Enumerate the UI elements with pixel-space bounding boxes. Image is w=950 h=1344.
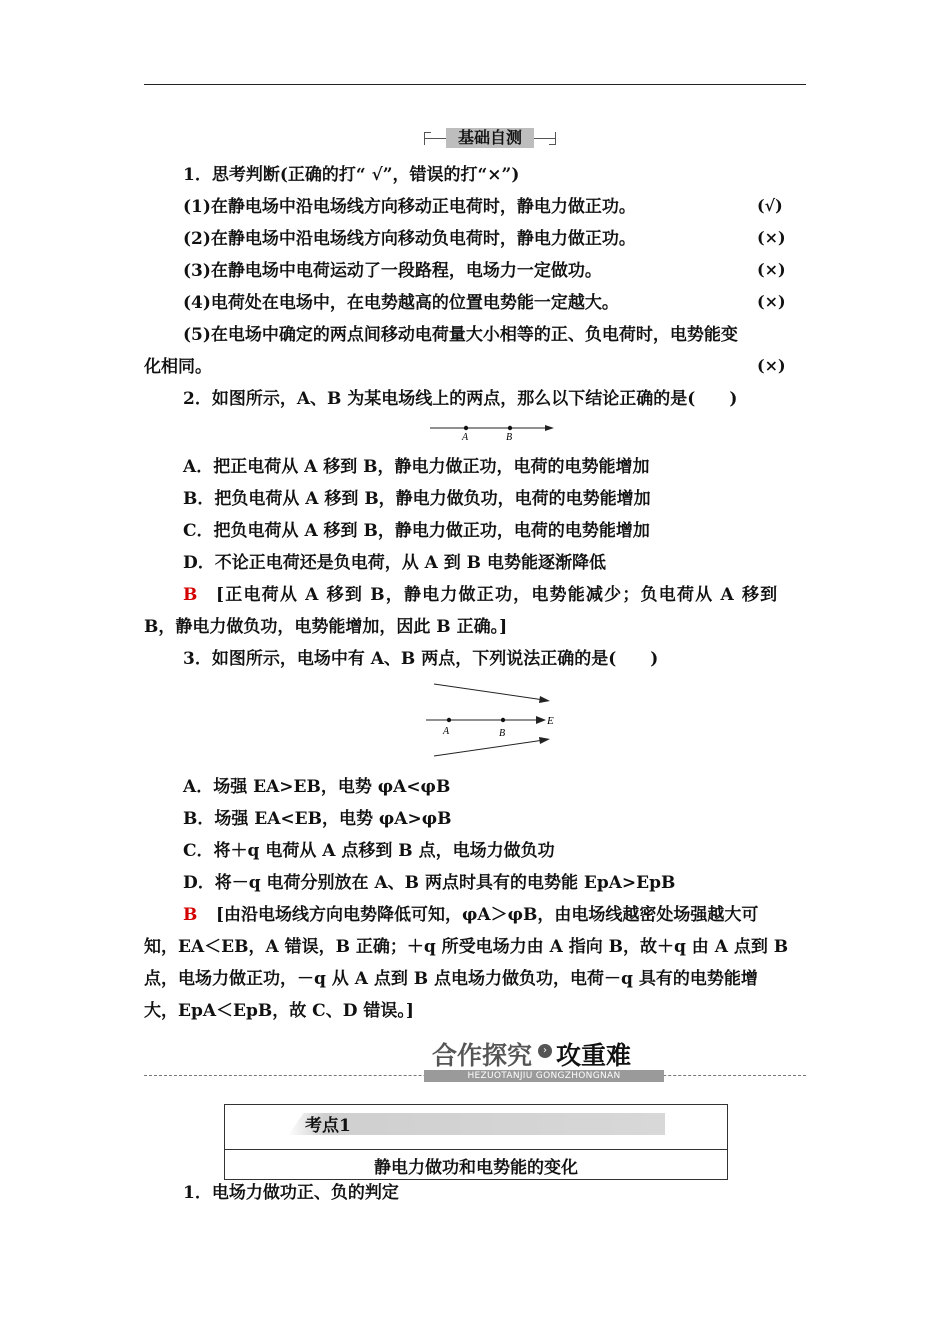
section-title: 基础自测 xyxy=(457,128,522,147)
q2-answer: B xyxy=(183,585,198,605)
section-banner-hezuo xyxy=(424,1036,669,1084)
label-e: E xyxy=(547,715,554,727)
q3-explain-2: 知，EA＜EB，A 错误，B 正确；＋q 所受电场力由 A 指向 B，故＋q 由 A 点到 B xyxy=(144,937,789,957)
q3-explain-1: [由沿电场线方向电势降低可知，φA＞φB，由电场线越密处场强越大可 xyxy=(216,905,759,925)
point-b xyxy=(501,718,505,722)
q3-field-lines-figure xyxy=(420,678,560,762)
label-b: B xyxy=(506,432,513,443)
kaodian-label: 考点1 xyxy=(305,1116,351,1136)
point-a xyxy=(447,718,451,722)
q2-explain-1: [正电荷从 A 移到 B，静电力做正功，电势能减少；负电荷从 A 移到 xyxy=(216,585,779,605)
q1-item-5: (5)在电场中确定的两点间移动电荷量大小相等的正、负电荷时，电势能变 xyxy=(183,325,738,345)
q1-mark-5: (×) xyxy=(757,356,786,375)
q3-option-c: C．将＋q 电荷从 A 点移到 B 点，电场力做负功 xyxy=(183,841,555,861)
q2-field-line-figure xyxy=(428,418,558,444)
q3-stem: 3．如图所示，电场中有 A、B 两点，下列说法正确的是( ) xyxy=(183,649,659,669)
q1-item-5-cont: 化相同。 xyxy=(144,357,212,377)
top-rule xyxy=(144,84,806,85)
section2-pinyin: HEZUOTANJIU GONGZHONGNAN xyxy=(467,1071,621,1081)
q2-option-d: D．不论正电荷还是负电荷，从 A 到 B 电势能逐渐降低 xyxy=(183,553,606,573)
q2-option-c: C．把负电荷从 A 移到 B，静电力做正功，电荷的电势能增加 xyxy=(183,521,650,541)
q3-explain-4: 大，EpA＜EpB，故 C、D 错误。] xyxy=(144,1001,414,1021)
point-b xyxy=(508,426,512,430)
q3-option-b: B．场强 EA<EB，电势 φA>φB xyxy=(183,809,452,829)
q2-option-b: B．把负电荷从 A 移到 B，静电力做负功，电荷的电势能增加 xyxy=(183,489,651,509)
kaodian-corner-decoration xyxy=(287,1111,305,1137)
section-banner-jichu xyxy=(424,128,556,150)
q1-mark-3: (×) xyxy=(757,260,786,279)
q1-mark-4: (×) xyxy=(757,292,786,311)
label-b: B xyxy=(499,728,506,739)
q2-stem: 2．如图所示，A、B 为某电场线上的两点，那么以下结论正确的是( ) xyxy=(183,389,738,409)
label-a: A xyxy=(443,726,450,737)
q2-option-a: A．把正电荷从 A 移到 B，静电力做正功，电荷的电势能增加 xyxy=(183,457,650,477)
kaodian-title: 静电力做功和电势能的变化 xyxy=(374,1158,578,1178)
q1-mark-1: (√) xyxy=(757,196,783,215)
q3-option-a: A．场强 EA>EB，电势 φA<φB xyxy=(183,777,451,797)
q3-explain-3: 点，电场力做正功，－q 从 A 点到 B 点电场力做负功，电荷－q 具有的电势能增 xyxy=(144,969,758,989)
section2-title-1: 合作探究 xyxy=(432,1041,533,1070)
section2-title-2: 攻重难 xyxy=(556,1041,632,1070)
q2-explain-2: B，静电力做负功，电势能增加，因此 B 正确。] xyxy=(144,617,508,637)
kaodian-box xyxy=(224,1104,728,1180)
chevron-right-icon: › xyxy=(538,1044,552,1058)
q3-option-d: D．将－q 电荷分别放在 A、B 两点时具有的电势能 EpA>EpB xyxy=(183,873,676,893)
q1-title: 1．思考判断(正确的打“ √”，错误的打“×”) xyxy=(183,165,520,185)
q1-item-2: (2)在静电场中沿电场线方向移动负电荷时，静电力做正功。 xyxy=(183,229,636,249)
label-a: A xyxy=(462,432,469,443)
q1-item-4: (4)电荷处在电场中，在电势越高的位置电势能一定越大。 xyxy=(183,293,619,313)
point-1-heading: 1．电场力做功正、负的判定 xyxy=(183,1183,399,1203)
q1-mark-2: (×) xyxy=(757,228,786,247)
q3-answer: B xyxy=(183,905,198,925)
q1-item-1: (1)在静电场中沿电场线方向移动正电荷时，静电力做正功。 xyxy=(183,197,636,217)
q1-item-3: (3)在静电场中电荷运动了一段路程，电场力一定做功。 xyxy=(183,261,602,281)
point-a xyxy=(464,426,468,430)
